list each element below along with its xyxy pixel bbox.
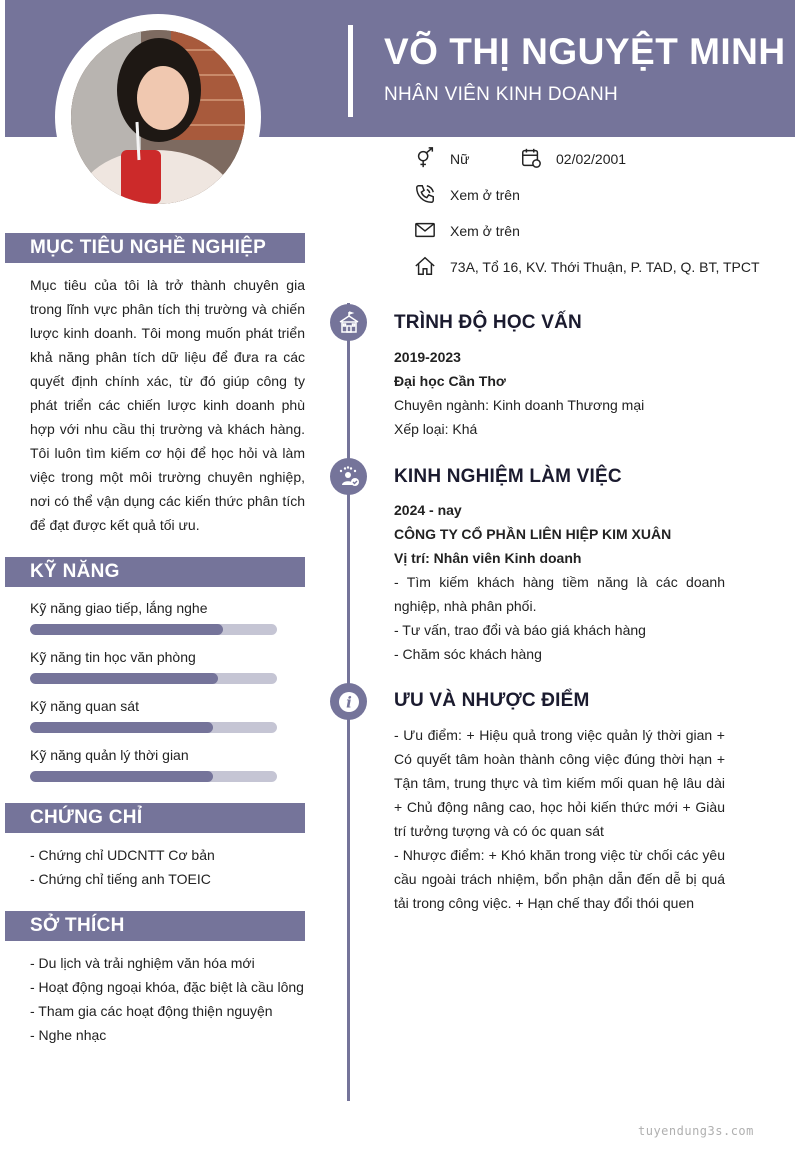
skill-label: Kỹ năng tin học văn phòng — [30, 649, 196, 665]
experience-company: CÔNG TY CỔ PHẦN LIÊN HIỆP KIM XUÂN — [394, 526, 672, 542]
contact-email — [414, 219, 520, 243]
skill-bar-fill — [30, 624, 223, 635]
hobbies-heading: SỞ THÍCH — [5, 911, 305, 941]
gender-icon — [414, 147, 438, 171]
phone-value: Xem ở trên — [450, 187, 520, 203]
skill-bar-fill — [30, 673, 218, 684]
skill-label: Kỹ năng giao tiếp, lắng nghe — [30, 600, 208, 616]
school-icon — [330, 304, 367, 341]
envelope-icon — [414, 219, 438, 243]
experience-period: 2024 - nay — [394, 502, 462, 518]
experience-duty: - Tìm kiếm khách hàng tiềm năng là các doanh nghiệp, nhà phân phối. — [394, 574, 725, 614]
skill-label: Kỹ năng quan sát — [30, 698, 139, 714]
watermark: tuyendung3s.com — [638, 1124, 754, 1138]
experience-duty: - Tư vấn, trao đổi và báo giá khách hàng — [394, 622, 646, 638]
contact-address — [414, 255, 760, 279]
job-title: NHÂN VIÊN KINH DOANH — [384, 84, 619, 105]
experience-heading: KINH NGHIỆM LÀM VIỆC — [394, 466, 622, 487]
strengths-heading: ƯU VÀ NHƯỢC ĐIỂM — [394, 690, 590, 711]
candidate-name: VÕ THỊ NGUYỆT MINH — [384, 31, 786, 72]
contact-gender — [414, 147, 469, 171]
skill-bar-fill — [30, 722, 213, 733]
contact-phone — [414, 183, 520, 207]
strengths-pros: - Ưu điểm: + Hiệu quả trong việc quản lý thời gian + Có quyết tâm hoàn thành công việc đúng thời hạn + Tận tâm, trung thực và tìm kiếm mối quan hệ lâu dài + Chủ động nâng cao, học hỏi kiến thức mới + Giàu trí tưởng tượng và có óc quan sát — [394, 727, 725, 839]
skill-bar-track — [30, 624, 277, 635]
header-divider — [348, 25, 353, 117]
experience-duty: - Chăm sóc khách hàng — [394, 646, 542, 662]
education-school: Đại học Cần Thơ — [394, 373, 506, 389]
hobbies-list — [30, 951, 304, 1047]
certificates-list — [30, 843, 215, 891]
strengths-cons: - Nhược điểm: + Khó khăn trong việc từ chối các yêu cầu ngoài trách nhiệm, bổn phận dẫn đến dễ bị quá tải trong công việc. + Hạn chế thay đổi thói quen — [394, 847, 725, 911]
education-grade: Xếp loại: Khá — [394, 421, 478, 437]
education-period: 2019-2023 — [394, 349, 461, 365]
calendar-icon — [520, 147, 544, 171]
info-icon — [330, 683, 367, 720]
home-icon — [414, 255, 438, 279]
address-value: 73A, Tổ 16, KV. Thới Thuận, P. TAD, Q. BT, TPCT — [450, 259, 760, 275]
gender-value: Nữ — [450, 151, 470, 167]
skill-bar-track — [30, 722, 277, 733]
profile-photo — [71, 30, 245, 204]
team-icon — [330, 458, 367, 495]
hobby-item: - Nghe nhạc — [30, 1027, 107, 1043]
skill-label: Kỹ năng quản lý thời gian — [30, 747, 189, 763]
certificate-item: - Chứng chỉ tiếng anh TOEIC — [30, 871, 211, 887]
hobby-item: - Du lịch và trải nghiệm văn hóa mới — [30, 955, 255, 971]
certificate-item: - Chứng chỉ UDCNTT Cơ bản — [30, 847, 215, 863]
hobby-item: - Tham gia các hoạt động thiện nguyện — [30, 1003, 273, 1019]
skill-bar-track — [30, 771, 277, 782]
birthday-value: 02/02/2001 — [556, 151, 627, 167]
skill-bar-fill — [30, 771, 213, 782]
education-details — [394, 345, 725, 441]
svg-text:i: i — [345, 693, 352, 711]
contact-birthday — [520, 147, 626, 171]
skills-heading: KỸ NĂNG — [5, 557, 305, 587]
education-heading: TRÌNH ĐỘ HỌC VẤN — [394, 312, 582, 333]
hobby-item: - Hoạt động ngoại khóa, đặc biệt là cầu lông — [30, 979, 304, 995]
experience-details — [394, 498, 725, 666]
certificates-heading: CHỨNG CHỈ — [5, 803, 305, 833]
experience-position: Vị trí: Nhân viên Kinh doanh — [394, 550, 582, 566]
education-major: Chuyên ngành: Kinh doanh Thương mại — [394, 397, 645, 413]
objective-heading: MỤC TIÊU NGHỀ NGHIỆP — [5, 233, 305, 263]
objective-text: Mục tiêu của tôi là trở thành chuyên gia trong lĩnh vực phân tích thị trường và chiến lược kinh doanh. Tôi mong muốn phát triển khả năng phân tích dữ liệu để đưa ra các quyết định chính xác, từ đó giúp công ty phát triển các chiến lược kinh doanh phù hợp với nhu cầu thị trường và khách hàng. Tôi luôn tìm kiếm cơ hội để học hỏi và làm việc trong một môi trường chuyên nghiệp, nơi có thể vận dụng các kiến thức phân tích để đạt được kết quả tối ưu. — [30, 277, 305, 533]
phone-icon — [414, 183, 438, 207]
skill-bar-track — [30, 673, 277, 684]
email-value: Xem ở trên — [450, 223, 520, 239]
strengths-details — [394, 723, 725, 915]
